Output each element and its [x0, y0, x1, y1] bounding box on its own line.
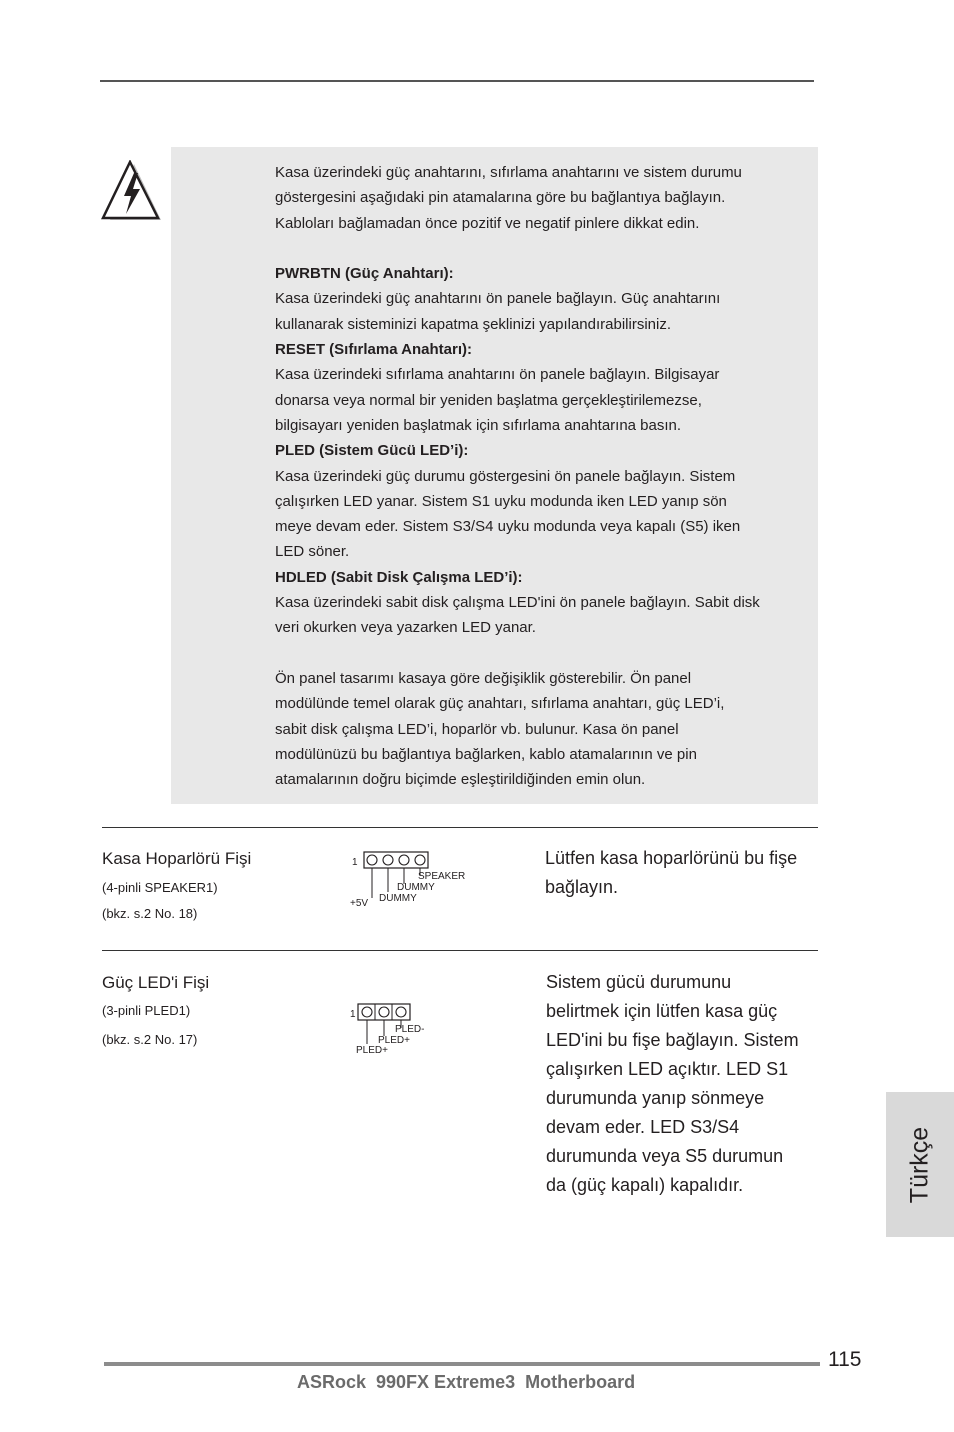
- desc-line: belirtmek için lütfen kasa güç: [546, 1001, 778, 1021]
- dummy-label: DUMMY: [379, 893, 417, 904]
- note-line: modülünde temel olarak güç anahtarı, sıfırlama anahtarı, güç LED’i,: [275, 695, 725, 713]
- dummy-label: DUMMY: [397, 882, 435, 893]
- language-side-tab: [886, 1092, 954, 1237]
- note-line: Ön panel tasarımı kasaya göre değişiklik gösterebilir. Ön panel: [275, 669, 692, 687]
- pled-pins: (3-pinli PLED1): [102, 1003, 191, 1018]
- note-line: Kasa üzerindeki güç anahtarını, sıfırlama anahtarını ve sistem durumu: [275, 164, 742, 181]
- top-rule: [100, 80, 814, 82]
- pled-description: [546, 968, 799, 1200]
- note-line: sabit disk çalışma LED’i, hoparlör vb. bulunur. Kasa ön panel: [275, 720, 679, 738]
- note-line: modülünüzü bu bağlantıya bağlarken, kablo atamalarının ve pin: [275, 745, 697, 763]
- note-line: Kasa üzerindeki güç durumu göstergesini ön panele bağlayın. Sistem: [275, 467, 736, 485]
- pwrbtn-heading: PWRBTN (Güç Anahtarı):: [275, 265, 454, 283]
- hdled-heading: HDLED (Sabit Disk Çalışma LED’i):: [275, 568, 523, 586]
- pled-minus-label: PLED-: [395, 1024, 425, 1035]
- language-label: Türkçe: [905, 1126, 934, 1203]
- desc-line: Lütfen kasa hoparlörünü bu fişe: [545, 848, 798, 868]
- note-line: Kasa üzerindeki güç anahtarını ön panele bağlayın. Güç anahtarını: [275, 290, 721, 308]
- pled-ref: (bkz. s.2 No. 17): [102, 1032, 198, 1047]
- note-line: bilgisayarı yeniden başlatmak için sıfırlama anahtarına basın.: [275, 416, 682, 434]
- desc-line: bağlayın.: [545, 877, 619, 897]
- desc-line: durumunda veya S5 durumun: [546, 1146, 784, 1166]
- note-line: atamalarının doğru biçimde eşleştirildiğinden emin olun.: [275, 771, 646, 789]
- note-line: Kabloları bağlamadan önce pozitif ve negatif pinlere dikkat edin.: [275, 214, 700, 232]
- note-line: meye devam eder. Sistem S3/S4 uyku modunda veya kapalı (S5) iken: [275, 518, 741, 536]
- speaker-title: Kasa Hoparlörü Fişi: [102, 849, 252, 868]
- note-line: Kasa üzerindeki sabit disk çalışma LED'ini ön panele bağlayın. Sabit disk: [275, 594, 760, 612]
- note-line: göstergesini aşağıdaki pin atamalarına göre bu bağlantıya bağlayın.: [275, 189, 726, 207]
- note-line: kullanarak sisteminizi kapatma şeklinizi yapılandırabilirsiniz.: [275, 315, 671, 333]
- speaker-description: [545, 844, 797, 902]
- note-line: Kasa üzerindeki sıfırlama anahtarını ön panele bağlayın. Bilgisayar: [275, 366, 720, 384]
- note-line: veri okurken veya yazarken LED yanar.: [275, 619, 536, 637]
- footer-rule: [104, 1362, 820, 1366]
- section-divider: [102, 950, 818, 951]
- desc-line: devam eder. LED S3/S4: [546, 1117, 740, 1137]
- desc-line: LED'ini bu fişe bağlayın. Sistem: [546, 1030, 799, 1050]
- pled-plus-label: PLED+: [378, 1035, 410, 1046]
- note-text: [275, 160, 823, 792]
- pled-heading: PLED (Sistem Gücü LED’i):: [275, 442, 469, 460]
- reset-heading: RESET (Sıfırlama Anahtarı):: [275, 341, 472, 359]
- speaker-ref: (bkz. s.2 No. 18): [102, 906, 198, 921]
- speaker-pin-diagram: [348, 848, 478, 910]
- note-line: çalışırken LED yanar. Sistem S1 uyku modunda iken LED yanıp sön: [275, 492, 727, 510]
- pin1-label: 1: [350, 1009, 356, 1020]
- note-line: donarsa veya normal bir yeniden başlatma gerçekleştirilemezse,: [275, 391, 702, 409]
- desc-line: Sistem gücü durumunu: [546, 972, 732, 992]
- note-line: LED söner.: [275, 543, 350, 561]
- desc-line: durumunda yanıp sönmeye: [546, 1088, 765, 1108]
- speaker-label: SPEAKER: [418, 871, 466, 882]
- pled-pin-diagram: [348, 1000, 438, 1058]
- page-number: 115: [828, 1348, 862, 1371]
- footer-title: ASRock 990FX Extreme3 Motherboard: [297, 1372, 636, 1392]
- desc-line: çalışırken LED açıktır. LED S1: [546, 1059, 789, 1079]
- pled-plus-label: PLED+: [356, 1045, 388, 1056]
- warning-icon: [100, 160, 164, 226]
- speaker-pins: (4-pinli SPEAKER1): [102, 880, 218, 895]
- pin1-label: 1: [352, 857, 358, 868]
- plus5v-label: +5V: [350, 898, 369, 909]
- section-divider: [102, 827, 818, 828]
- pled-title: Güç LED'i Fişi: [102, 973, 210, 992]
- desc-line: da (güç kapalı) kapalıdır.: [546, 1175, 744, 1195]
